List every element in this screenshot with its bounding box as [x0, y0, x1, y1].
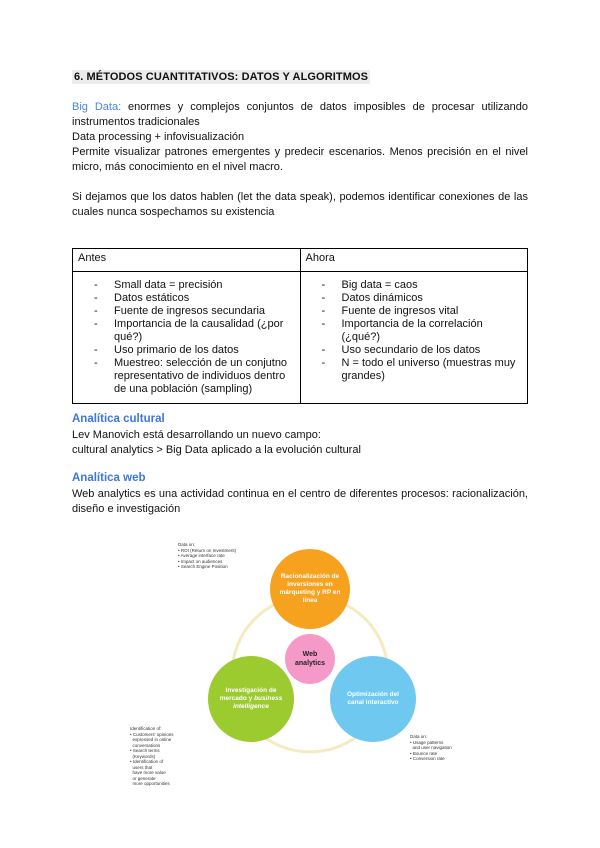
- list-item: - Importancia de la causalidad (¿por qué?): [94, 318, 295, 344]
- bigdata-definition-text: enormes y complejos conjuntos de datos imposibles de procesar utilizando instrumentos tradicionales: [72, 101, 528, 128]
- circle-research-label-a: Investigación de mercado y: [219, 687, 277, 702]
- header-now: Ahora: [300, 249, 528, 272]
- list-item: - Big data = caos: [322, 279, 523, 292]
- bigdata-allows: Permite visualizar patrones emergentes y predecir escenarios. Menos precisión en el nivel micro, más conocimiento en el nivel macro.: [72, 146, 528, 173]
- header-before: Antes: [73, 249, 301, 272]
- circle-optimization-label: Optimización del canal interactivo: [346, 691, 399, 706]
- circle-research-label-b: business intelligence: [233, 695, 283, 710]
- list-item: - Muestreo: selección de un conjutno representativo de individuos dentro de una población (sampling): [94, 357, 295, 396]
- comparison-table: [72, 248, 528, 404]
- before-cell: [73, 272, 301, 404]
- circle-rationalization: [270, 549, 350, 629]
- web-text: Web analytics es una actividad continua en el centro de diferentes procesos: racionalización, diseño e investigación: [72, 488, 528, 515]
- cultural-line2: cultural analytics > Big Data aplicado a la evolución cultural: [72, 444, 361, 456]
- list-item: - Small data = precisión: [94, 279, 295, 292]
- note-top: Data on: • ROI (Return on Investment) • Average interface rate • Impact on audiences • Search Engine Position: [178, 542, 237, 569]
- list-item: - Uso secundario de los datos: [322, 344, 523, 357]
- bigdata-term: Big Data:: [72, 101, 122, 113]
- before-list: [78, 279, 295, 396]
- list-item: - Uso primario de los datos: [94, 344, 295, 357]
- circle-web-analytics: [285, 634, 335, 684]
- circle-research: [208, 656, 294, 742]
- note-right: Data on: • Usage patterns and user navigation • Bounce rate • Conversion rate: [410, 734, 452, 761]
- list-item: - Datos dinámicos: [322, 292, 523, 305]
- section-heading: 6. MÉTODOS CUANTITATIVOS: DATOS Y ALGORITMOS: [74, 71, 369, 83]
- web-title: Analítica web: [72, 472, 146, 484]
- cultural-line1: Lev Manovich está desarrollando un nuevo campo:: [72, 429, 321, 441]
- bigdata-speak: Si dejamos que los datos hablen (let the data speak), podemos identificar conexiones de las cuales nunca sospechamos su existencia: [72, 191, 528, 218]
- web-analytics-diagram: [110, 536, 490, 806]
- now-list: [306, 279, 523, 383]
- list-item: - N = todo el universo (muestras muy grandes): [322, 357, 523, 383]
- list-item: - Fuente de ingresos vital: [322, 305, 523, 318]
- circle-research-label: [208, 687, 294, 711]
- note-left: Identification of: • Customers' opinions expressed in online conversations • Search terms (Keywords) • Identification of users that have more value or generate more opportunities: [130, 726, 174, 786]
- cultural-title: Analítica cultural: [72, 413, 165, 425]
- circle-web-analytics-label: Web analytics: [295, 651, 325, 667]
- now-cell: [300, 272, 528, 404]
- circle-optimization: [330, 656, 416, 742]
- list-item: - Importancia de la correlación (¿qué?): [322, 318, 523, 344]
- bigdata-processing: Data processing + infovisualización: [72, 131, 245, 143]
- circle-rationalization-label: Racionalización de inversiones en márqueting y RP en línea: [279, 573, 341, 604]
- list-item: - Fuente de ingresos secundaria: [94, 305, 295, 318]
- bigdata-definition: [72, 100, 528, 130]
- list-item: - Datos estáticos: [94, 292, 295, 305]
